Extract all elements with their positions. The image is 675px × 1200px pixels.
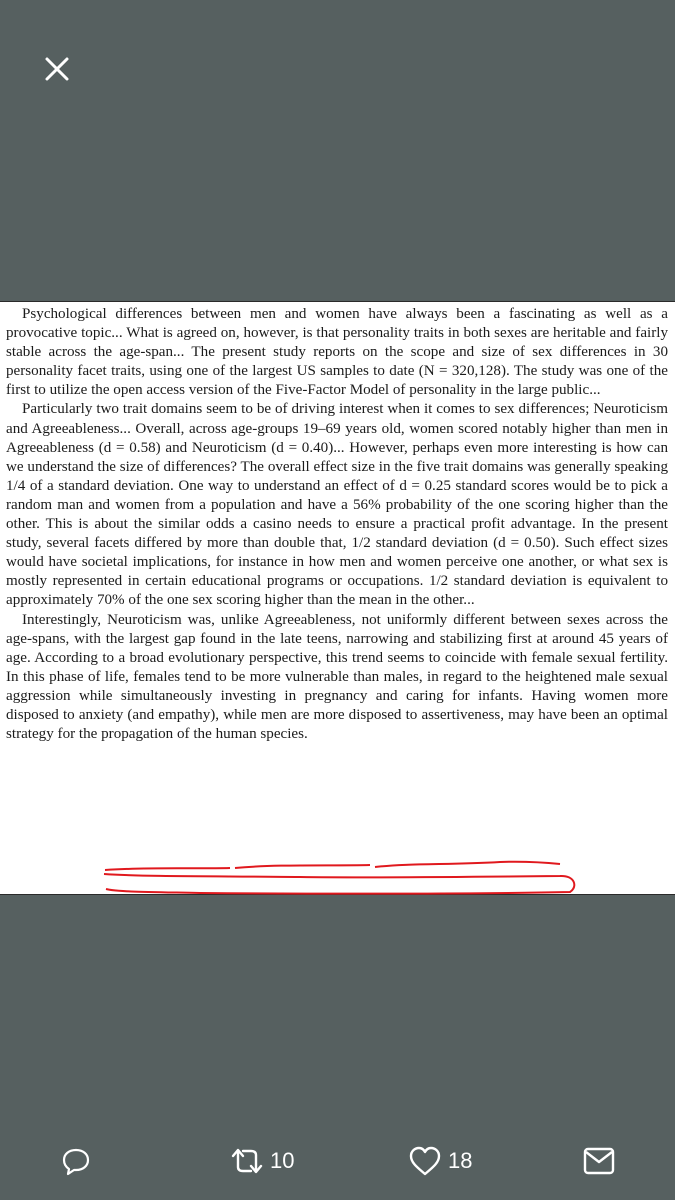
like-count: 18 xyxy=(448,1148,473,1173)
reply-icon xyxy=(60,1145,92,1177)
retweet-button[interactable] xyxy=(230,1143,294,1179)
document-image xyxy=(0,301,675,895)
document-text xyxy=(6,305,668,744)
like-button[interactable] xyxy=(408,1143,472,1179)
paragraph-3: Interestingly, Neuroticism was, unlike Agreeableness, not uniformly different between sexes across the age-spans, with the largest gap found in the late teens, narrowing and stabilizing first at around 45 years of age. According to a broad evolutionary perspective, this trend seems to coincide with female sexual fertility. In this phase of life, females tend to be more vulnerable than males, in regard to the heightened male sexual aggression while simultaneously investing in pregnancy and caring for infants. Having women more disposed to anxiety (and empathy), while men are more disposed to assertiveness, may have been an optimal strategy for the propagation of the human species. xyxy=(6,611,668,743)
close-button[interactable] xyxy=(42,54,72,84)
retweet-icon xyxy=(230,1145,264,1177)
retweet-count: 10 xyxy=(270,1148,295,1173)
heart-icon xyxy=(408,1145,442,1177)
direct-message-button[interactable] xyxy=(582,1143,616,1179)
paragraph-1: Psychological differences between men and women have always been a fascinating as well as a provocative topic... What is agreed on, however, is that personality traits in both sexes are heritable and fairly stable across the age-span... The present study reports on the scope and size of sex differences in 30 personality facet traits, using one of the largest US samples to date (N = 320,128). The study was one of the first to utilize the open access version of the Five-Factor Model of personality in the large public... xyxy=(6,306,668,399)
mail-icon xyxy=(582,1145,616,1177)
close-icon xyxy=(42,54,72,84)
paragraph-2: Particularly two trait domains seem to be of driving interest when it comes to sex differences; Neuroticism and Agreeableness... Overall, across age-groups 19–69 years old, women scored notably higher than men in Agreeableness (d = 0.58) and Neuroticism (d = 0.40)... However, perhaps even more interesting is how can we understand the size of differences? The overall effect size in the five trait domains was generally speaking 1/4 of a standard deviation. One way to understand an effect of d = 0.25 standard scores would be to pick a random man and women from a population and have a 56% probability of the one scoring higher than the other. This is about the similar odds a casino needs to ensure a practical profit advantage. In the present study, several facets differed by more than double that, 1/2 standard deviation (d = 0.50). Such effect sizes would have societal implications, for instance in how men and women perceive one another, or what sex is mostly represented in certain educational programs or occupations. 1/2 standard deviation is equivalent to approximately 70% of the one sex scoring higher than the mean in the other... xyxy=(6,401,668,609)
reply-button[interactable] xyxy=(60,1143,92,1179)
